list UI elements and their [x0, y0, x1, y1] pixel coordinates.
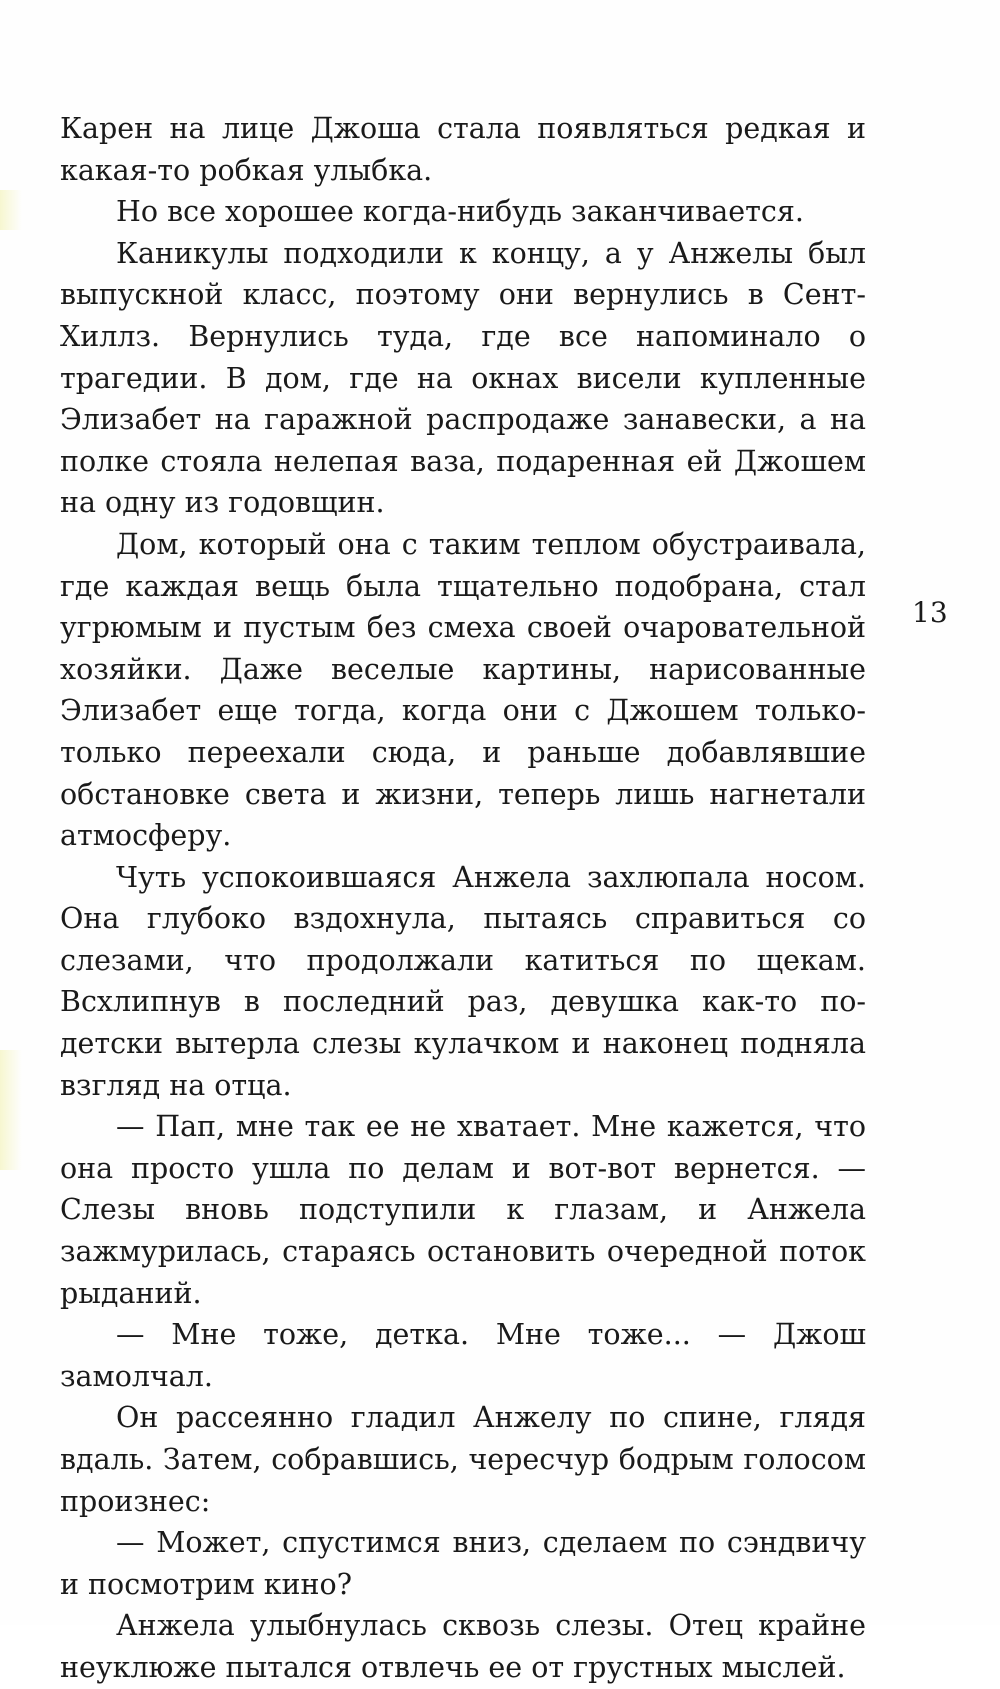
paragraph: Дом, который она с таким теплом обустраивала, где каждая вещь была тщательно подобрана, стал угрюмым и пустым без смеха своей очаровательной хозяйки. Даже веселые картины, нарисованные Элизабет еще тогда, когда они с Джошем только-только переехали сюда, и раньше добавлявшие обстановке света и жизни, теперь лишь нагнетали атмосферу. — [60, 527, 866, 853]
paragraph: Каникулы подходили к концу, а у Анжелы был выпускной класс, поэтому они вернулись в Сент-Хиллз. Вернулись туда, где все напоминало о трагедии. В дом, где на окнах висели купленные Элизабет на гаражной распродаже занавески, а на полке стояла нелепая ваза, подаренная ей Джошем на одну из годовщин. — [60, 236, 866, 520]
page-number: 13 — [912, 596, 948, 629]
page-edge-tint — [0, 1050, 22, 1170]
paragraph: Карен на лице Джоша стала появляться редкая и какая-то робкая улыбка. — [60, 112, 866, 187]
paragraph: Анжела улыбнулась сквозь слезы. Отец крайне неуклюже пытался отвлечь ее от грустных мыслей. — [60, 1609, 866, 1684]
paragraph: Он рассеянно гладил Анжелу по спине, глядя вдаль. Затем, собравшись, чересчур бодрым голосом произнес: — [60, 1401, 866, 1518]
paragraph: Чуть успокоившаяся Анжела захлюпала носом. Она глубоко вздохнула, пытаясь справиться со слезами, что продолжали катиться по щекам. Всхлипнув в последний раз, девушка как-то по-детски вытерла слезы кулачком и наконец подняла взгляд на отца. — [60, 860, 866, 1102]
page-edge-tint — [0, 190, 22, 230]
paragraph: — Может, спустимся вниз, сделаем по сэндвичу и посмотрим кино? — [60, 1526, 866, 1601]
body-text — [60, 108, 866, 1689]
paragraph: — Мне тоже, детка. Мне тоже... — Джош замолчал. — [60, 1318, 866, 1393]
paragraph: — Пап, мне так ее не хватает. Мне кажется, что она просто ушла по делам и вот-вот вернется. — Слезы вновь подступили к глазам, и Анжела зажмурилась, стараясь остановить очередной поток рыданий. — [60, 1110, 866, 1310]
paragraph: Но все хорошее когда-нибудь заканчивается. — [116, 195, 804, 229]
